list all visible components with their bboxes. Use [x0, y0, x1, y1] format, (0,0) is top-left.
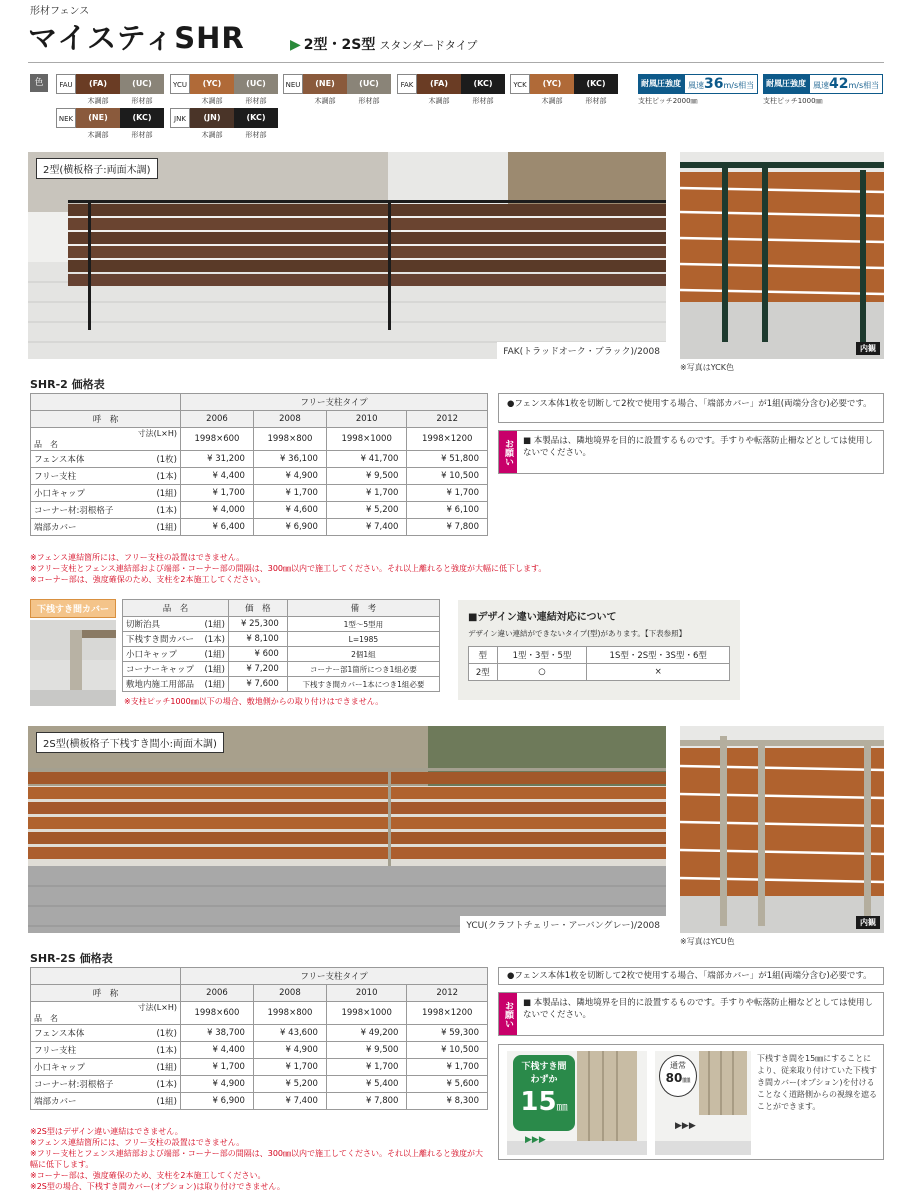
- price-cell: ¥ 5,200: [253, 1076, 326, 1093]
- color-swatch: [190, 108, 234, 140]
- price-cell: ¥ 7,800: [407, 519, 488, 536]
- swatch-label: 形材部: [358, 97, 380, 105]
- strength-note: 支柱ピッチ1000㎜: [763, 97, 823, 105]
- col-header: 2006: [181, 411, 254, 428]
- remark-cell: 1型～5型用: [287, 617, 439, 632]
- price-cell: ¥ 41,700: [326, 451, 407, 468]
- swatch-label: 木調部: [87, 97, 109, 105]
- item-name: コーナー材:羽根格子 (1本): [31, 1076, 181, 1093]
- price-cell: ¥ 4,900: [253, 1042, 326, 1059]
- type2s-inner-tag: 内観: [856, 916, 880, 929]
- price-cell: ¥ 51,800: [407, 451, 488, 468]
- color-swatch: [120, 108, 164, 140]
- size-cell: 1998×1200: [407, 428, 488, 451]
- size-cell: 1998×800: [253, 1002, 326, 1025]
- remark-cell: コーナー部1箇所につき1組必要: [287, 662, 439, 677]
- cell: [31, 968, 181, 985]
- price-cell: ¥ 1,700: [407, 485, 488, 502]
- onegai-tag: お願い: [499, 431, 517, 473]
- price-cell: ¥ 10,500: [407, 468, 488, 485]
- table-row: [123, 632, 440, 647]
- size-cell: 1998×600: [181, 1002, 254, 1025]
- swatch-label: 木調部: [541, 97, 563, 105]
- price-cell: ¥ 1,700: [181, 485, 254, 502]
- price-cell: ¥ 43,600: [253, 1025, 326, 1042]
- price-cell: ¥ 36,100: [253, 451, 326, 468]
- design-box: [458, 600, 740, 700]
- price-cell: ¥ 5,600: [407, 1076, 488, 1093]
- table-row: [123, 647, 440, 662]
- size-cell: 1998×600: [181, 428, 254, 451]
- table-row: [123, 617, 440, 632]
- group-header: フリー支柱タイプ: [181, 394, 488, 411]
- type2s-caption: YCU(クラフトチェリー・アーバングレー)/2008: [460, 916, 666, 933]
- color-swatch: [530, 74, 574, 106]
- design-title: ■デザイン違い連結対応について: [468, 612, 617, 623]
- triangle-icon: ▶: [290, 37, 301, 53]
- option-photo-drawing: [30, 620, 116, 706]
- table-row: [123, 677, 440, 692]
- swatch-label: 木調部: [314, 97, 336, 105]
- color-swatch: [303, 74, 347, 106]
- swatch-box: (UC): [234, 74, 278, 94]
- item-name: コーナーキャップ (1組): [123, 662, 229, 677]
- type2s-inner-note: ※写真はYCU色: [680, 937, 735, 946]
- col-header: 2006: [181, 985, 254, 1002]
- gap-comparison-box: [498, 1044, 884, 1160]
- type2-photo: [28, 152, 666, 359]
- table-row: [31, 1042, 488, 1059]
- price-cell: ¥ 1,700: [181, 1059, 254, 1076]
- color-group-fau: [56, 74, 164, 106]
- size-cell: 1998×1000: [326, 428, 407, 451]
- type2s-inner-photo: [680, 726, 884, 933]
- table-row: [31, 519, 488, 536]
- price-cell: ¥ 7,600: [229, 677, 288, 692]
- remark-cell: L=1985: [287, 632, 439, 647]
- swatch-box: (KC): [574, 74, 618, 94]
- type2-onegai-box: [498, 430, 884, 474]
- price-cell: ¥ 6,900: [253, 519, 326, 536]
- color-swatch: [234, 108, 278, 140]
- onegai-tag: お願い: [499, 993, 517, 1035]
- color-swatch: [461, 74, 505, 106]
- name-size-header: 寸法(L×H) 品 名: [31, 1002, 181, 1025]
- shr2-table-title: SHR-2 価格表: [30, 378, 105, 391]
- shr2-price-table: [30, 393, 488, 536]
- swatch-label: 形材部: [245, 97, 267, 105]
- swatch-box: (YC): [190, 74, 234, 94]
- remark-cell: 2個1組: [287, 647, 439, 662]
- size-cell: 1998×1200: [407, 1002, 488, 1025]
- strength-value: 風速42m/s相当: [809, 74, 883, 94]
- price-cell: ¥ 38,700: [181, 1025, 254, 1042]
- type2-info-box: ●フェンス本体1枚を切断して2枚で使用する場合、「端部カバー」が1組(両端分含む)必要です。: [498, 393, 884, 423]
- yobi-header: 呼 称: [31, 985, 181, 1002]
- col-header: 2012: [407, 985, 488, 1002]
- item-name: コーナー材:羽根格子 (1本): [31, 502, 181, 519]
- price-cell: ¥ 4,000: [181, 502, 254, 519]
- color-swatch: [190, 74, 234, 106]
- col-header: 2010: [326, 985, 407, 1002]
- item-name: フェンス本体 (1枚): [31, 451, 181, 468]
- price-cell: ¥ 4,400: [181, 468, 254, 485]
- color-group-fak: [397, 74, 505, 106]
- swatch-box: (KC): [234, 108, 278, 128]
- design-desc: デザイン違い連結ができないタイプ(型)があります。【下表参照】: [468, 629, 687, 638]
- category-label: 形材フェンス: [30, 6, 90, 17]
- swatch-box: (KC): [461, 74, 505, 94]
- type2s-photo-drawing: [28, 726, 666, 933]
- color-group-neu: [283, 74, 391, 106]
- price-cell: ¥ 6,400: [181, 519, 254, 536]
- color-code: NEK: [56, 108, 76, 128]
- price-cell: ¥ 5,400: [326, 1076, 407, 1093]
- color-group-yck: [510, 74, 618, 106]
- table-row: [123, 662, 440, 677]
- price-cell: ¥ 1,700: [253, 1059, 326, 1076]
- color-swatch: [76, 74, 120, 106]
- type2-notes: ※フェンス連結箇所には、フリー支柱の設置はできません。 ※フリー支柱とフェンス連結部および端部・コーナー部の間隔は、300㎜以内で施工してください。それ以上離れると強度が大幅に低下します。 ※コーナー部は、強度確保のため、支柱を2本施工してください。: [30, 553, 547, 584]
- type2-inner-photo: [680, 152, 884, 359]
- table-row: [31, 502, 488, 519]
- item-name: 下桟すき間カバー (1本): [123, 632, 229, 647]
- color-group-ycu: [170, 74, 278, 106]
- price-cell: ¥ 7,400: [253, 1093, 326, 1110]
- color-swatch: [417, 74, 461, 106]
- type2s-tag: 2S型(横板格子下桟すき間小:両面木調): [36, 732, 224, 753]
- price-cell: ¥ 6,900: [181, 1093, 254, 1110]
- onegai-text: ■ 本製品は、隣地境界を目的に設置するものです。手すりや転落防止柵などとしては使用しないでください。: [523, 436, 874, 458]
- swatch-label: 木調部: [201, 97, 223, 105]
- type2s-info-box: ●フェンス本体1枚を切断して2枚で使用する場合、「端部カバー」が1組(両端分含む)必要です。: [498, 967, 884, 985]
- strength-badge: [763, 74, 883, 94]
- type2-inner-drawing: [680, 152, 884, 359]
- col-header: 備 考: [287, 600, 439, 617]
- swatch-box: (KC): [120, 108, 164, 128]
- price-cell: ¥ 6,100: [407, 502, 488, 519]
- type2s-inner-drawing: [680, 726, 884, 933]
- col-header: 品 名: [123, 600, 229, 617]
- type2-photo-drawing: [28, 152, 666, 359]
- type2-inner-note: ※写真はYCK色: [680, 363, 734, 372]
- color-code: FAK: [397, 74, 417, 94]
- item-name: フェンス本体 (1枚): [31, 1025, 181, 1042]
- price-cell: ¥ 1,700: [407, 1059, 488, 1076]
- onegai-text: ■ 本製品は、隣地境界を目的に設置するものです。手すりや転落防止柵などとしては使用しないでください。: [523, 998, 874, 1020]
- type2-inner-tag: 内観: [856, 342, 880, 355]
- table-row: [31, 468, 488, 485]
- price-cell: ¥ 8,100: [229, 632, 288, 647]
- size-cell: 1998×1000: [326, 1002, 407, 1025]
- swatch-box: (YC): [530, 74, 574, 94]
- type2s-onegai-box: [498, 992, 884, 1036]
- color-swatch: [120, 74, 164, 106]
- shr2s-table-title: SHR-2S 価格表: [30, 952, 113, 965]
- price-cell: ¥ 1,700: [326, 485, 407, 502]
- color-code: FAU: [56, 74, 76, 94]
- swatch-box: (JN): [190, 108, 234, 128]
- table-row: [31, 1076, 488, 1093]
- table-row: [31, 1059, 488, 1076]
- color-swatch: [234, 74, 278, 106]
- price-cell: ¥ 25,300: [229, 617, 288, 632]
- item-name: 端部カバー (1組): [31, 519, 181, 536]
- swatch-label: 形材部: [131, 131, 153, 139]
- cell: [31, 394, 181, 411]
- option-note: ※支柱ピッチ1000㎜以下の場合、敷地側からの取り付けはできません。: [124, 697, 384, 706]
- swatch-box: (UC): [347, 74, 391, 94]
- gap80-badge: 通常 80㎜: [659, 1055, 697, 1097]
- strength-value: 風速36m/s相当: [684, 74, 758, 94]
- swatch-box: (NE): [303, 74, 347, 94]
- item-name: フリー支柱 (1本): [31, 468, 181, 485]
- option-tag: 下桟すき間カバー: [30, 599, 116, 618]
- col-header: 価 格: [229, 600, 288, 617]
- name-size-header: 寸法(L×H) 品 名: [31, 428, 181, 451]
- col-header: 2012: [407, 411, 488, 428]
- price-cell: ¥ 4,900: [181, 1076, 254, 1093]
- color-code: YCU: [170, 74, 190, 94]
- color-label: 色: [30, 74, 48, 92]
- price-cell: ¥ 7,800: [326, 1093, 407, 1110]
- price-cell: ¥ 9,500: [326, 1042, 407, 1059]
- type2s-photo: [28, 726, 666, 933]
- header-divider: [28, 62, 884, 63]
- item-name: 敷地内施工用部品 (1組): [123, 677, 229, 692]
- price-cell: ¥ 4,400: [181, 1042, 254, 1059]
- swatch-label: 形材部: [472, 97, 494, 105]
- color-swatch: [76, 108, 120, 140]
- price-cell: ¥ 49,200: [326, 1025, 407, 1042]
- type2-caption: FAK(トラッドオーク・ブラック)/2008: [497, 342, 666, 359]
- option-photo: [30, 620, 116, 706]
- type2s-notes: ※2S型はデザイン違い連結はできません。 ※フェンス連結箇所には、フリー支柱の設置はできません。 ※フリー支柱とフェンス連結部および端部・コーナー部の間隔は、300㎜以内で施工してください。それ以上離れると強度が大幅に低下します。 ※コーナー部は、強度確保のため、支柱を2本施工してください。 ※2S型の場合、下桟すき間カバー(オプション)は取り付けできません。: [30, 1127, 484, 1191]
- price-cell: ¥ 59,300: [407, 1025, 488, 1042]
- page-subtitle: ▶ 2型・2S型 スタンダードタイプ: [290, 37, 478, 53]
- swatch-label: 形材部: [585, 97, 607, 105]
- price-cell: ¥ 7,400: [326, 519, 407, 536]
- shr2s-price-table: [30, 967, 488, 1110]
- price-cell: ¥ 1,700: [326, 1059, 407, 1076]
- color-group-jnk: [170, 108, 278, 140]
- table-row: [31, 451, 488, 468]
- col-header: 2010: [326, 411, 407, 428]
- strength-badge: [638, 74, 758, 94]
- design-table: 型 1型・3型・5型 1S型・2S型・3S型・6型 2型 ○ ×: [468, 646, 730, 681]
- swatch-box: (UC): [120, 74, 164, 94]
- price-cell: ¥ 10,500: [407, 1042, 488, 1059]
- col-header: 2008: [253, 985, 326, 1002]
- item-name: 小口キャップ (1組): [31, 1059, 181, 1076]
- group-header: フリー支柱タイプ: [181, 968, 488, 985]
- color-swatch: [574, 74, 618, 106]
- color-group-nek: [56, 108, 164, 140]
- table-row: [31, 1093, 488, 1110]
- strength-label: 耐風圧強度: [763, 74, 809, 94]
- swatch-label: 形材部: [245, 131, 267, 139]
- gap15-badge: 下桟すき間 わずか 15㎜: [513, 1055, 575, 1131]
- color-code: NEU: [283, 74, 303, 94]
- yobi-header: 呼 称: [31, 411, 181, 428]
- swatch-box: (FA): [417, 74, 461, 94]
- price-cell: ¥ 600: [229, 647, 288, 662]
- option-table: [122, 599, 440, 692]
- item-name: 小口キャップ (1組): [123, 647, 229, 662]
- price-cell: ¥ 7,200: [229, 662, 288, 677]
- swatch-label: 木調部: [87, 131, 109, 139]
- strength-label: 耐風圧強度: [638, 74, 684, 94]
- price-cell: ¥ 4,600: [253, 502, 326, 519]
- item-name: 端部カバー (1組): [31, 1093, 181, 1110]
- price-cell: ¥ 1,700: [253, 485, 326, 502]
- strength-note: 支柱ピッチ2000㎜: [638, 97, 698, 105]
- swatch-box: (NE): [76, 108, 120, 128]
- gap-desc: 下桟すき間を15㎜にすることにより、従来取り付けていた下桟すき間カバー(オプション)を付けることなく道路側からの視線を遮ることができます。: [757, 1054, 877, 1111]
- color-code: YCK: [510, 74, 530, 94]
- item-name: フリー支柱 (1本): [31, 1042, 181, 1059]
- price-cell: ¥ 5,200: [326, 502, 407, 519]
- item-name: 小口キャップ (1組): [31, 485, 181, 502]
- size-cell: 1998×800: [253, 428, 326, 451]
- color-code: JNK: [170, 108, 190, 128]
- table-row: [31, 485, 488, 502]
- item-name: 切断治具 (1組): [123, 617, 229, 632]
- price-cell: ¥ 8,300: [407, 1093, 488, 1110]
- price-cell: ¥ 4,900: [253, 468, 326, 485]
- swatch-label: 形材部: [131, 97, 153, 105]
- arrows-80: ▶▶▶: [675, 1121, 696, 1131]
- swatch-box: (FA): [76, 74, 120, 94]
- type2-tag: 2型(横板格子:両面木調): [36, 158, 158, 179]
- swatch-label: 木調部: [201, 131, 223, 139]
- price-cell: ¥ 31,200: [181, 451, 254, 468]
- page-title: マイスティSHR: [28, 21, 245, 55]
- remark-cell: 下桟すき間カバー1本につき1組必要: [287, 677, 439, 692]
- col-header: 2008: [253, 411, 326, 428]
- table-row: [31, 1025, 488, 1042]
- price-cell: ¥ 9,500: [326, 468, 407, 485]
- swatch-label: 木調部: [428, 97, 450, 105]
- arrows-15: ▶▶▶: [525, 1135, 546, 1145]
- color-swatch: [347, 74, 391, 106]
